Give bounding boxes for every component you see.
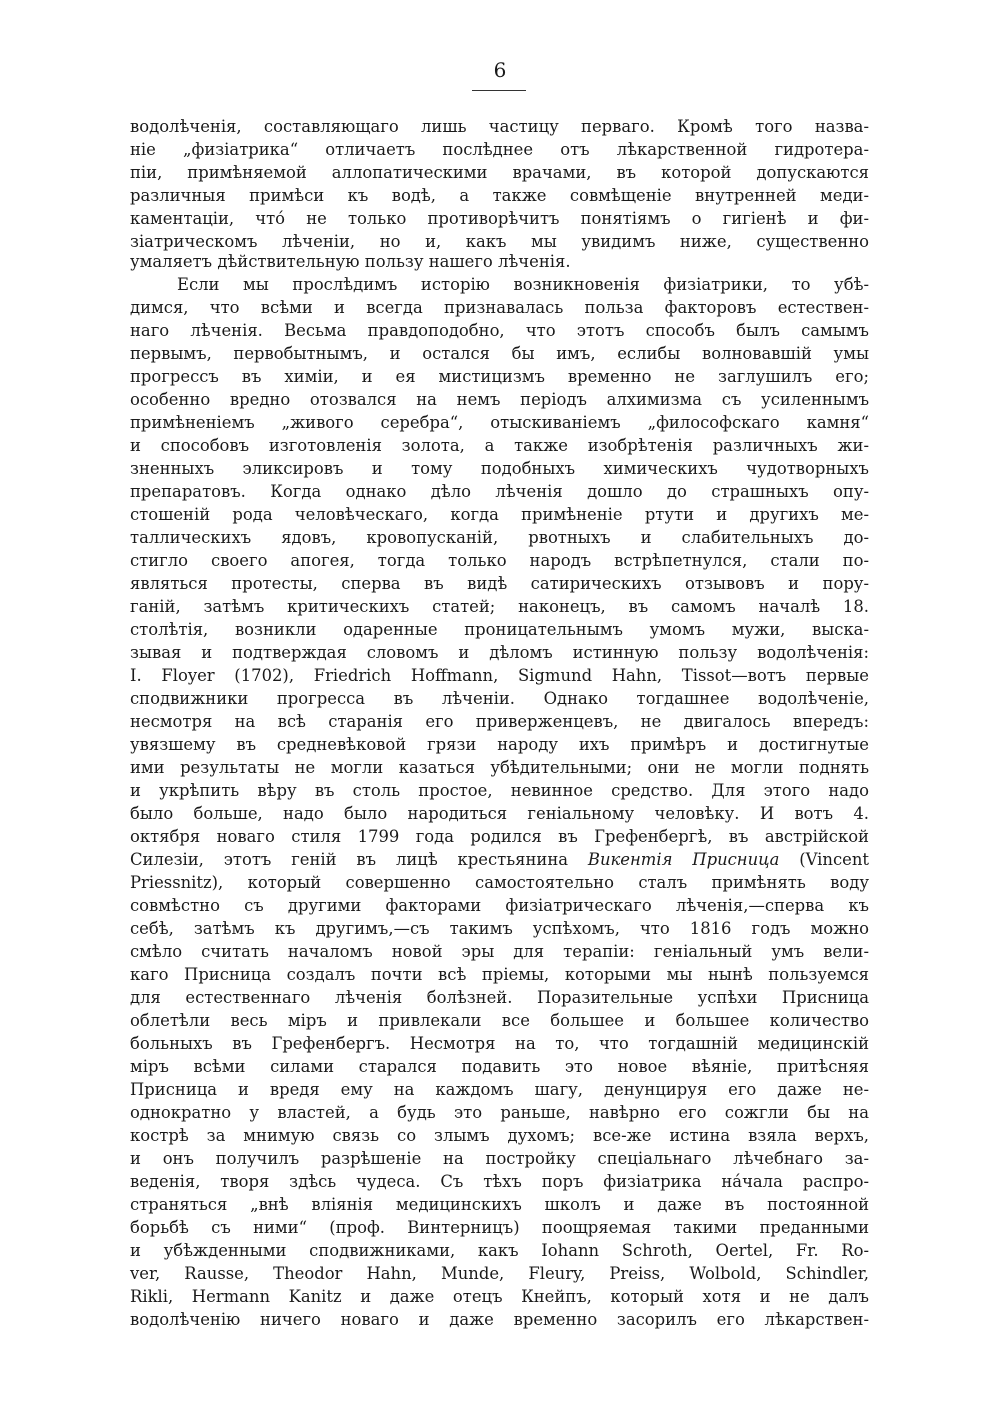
text-line: стигло своего апогея, тогда только народъ встрѣпетнулся, стали по- — [130, 551, 869, 570]
text-line: несмотря на всѣ старанія его приверженцевъ, не двигалось впередъ: — [130, 712, 869, 731]
text-line: таллическихъ ядовъ, кровопусканій, рвотныхъ и слабительныхъ до- — [130, 528, 869, 547]
text-line: стошеній рода человѣческаго, когда примѣненіе ртути и другихъ ме- — [130, 505, 869, 524]
paragraph-start-line: Если мы прослѣдимъ исторію возникновенія физіатрики, то убѣ- — [177, 275, 869, 294]
text-line: умаляетъ дѣйствительную пользу нашего лѣченія. — [130, 252, 571, 271]
text-line-lead: Силезіи, этотъ геній въ лицѣ крестьянина — [130, 850, 588, 869]
text-line: октября новаго стиля 1799 года родился въ Грефенбергѣ, въ австрійской — [130, 827, 869, 846]
text-line: Priessnitz), который совершенно самостоятельно сталъ примѣнять воду — [130, 873, 869, 892]
text-line: смѣло считать началомъ новой эры для терапіи: геніальный умъ вели- — [130, 942, 869, 961]
text-line: являться протесты, сперва въ видѣ сатирическихъ отзывовъ и пору- — [130, 574, 869, 593]
text-line: наго лѣченія. Весьма правдоподобно, что этотъ способъ былъ самымъ — [130, 321, 869, 340]
text-line: водолѣченія, составляющаго лишь частицу перваго. Кромѣ того назва- — [130, 117, 869, 136]
page-number-rule — [472, 90, 526, 91]
text-line: было больше, надо было народиться геніальному человѣку. И вотъ 4. — [130, 804, 869, 823]
text-line: сподвижники прогресса въ лѣченіи. Однако тогдашнее водолѣченіе, — [130, 689, 869, 708]
text-line: каго Присница создалъ почти всѣ пріемы, которыми мы нынѣ пользуемся — [130, 965, 869, 984]
text-line: страняться „внѣ вліянія медицинскихъ школъ и даже въ постоянной — [130, 1195, 869, 1214]
text-line: міръ всѣми силами старался подавить это новое вѣяніе, притѣсняя — [130, 1057, 869, 1076]
text-line: Присница и вредя ему на каждомъ шагу, денунцируя его даже не- — [130, 1080, 869, 1099]
text-line: I. Floyer (1702), Friedrich Hoffmann, Sigmund Hahn, Tissot—вотъ первые — [130, 666, 869, 685]
text-line: водолѣченію ничего новаго и даже временно засорилъ его лѣкарствен- — [130, 1310, 869, 1329]
text-line-tail: (Vincent — [779, 850, 869, 869]
text-line: прогрессъ въ химіи, и ея мистицизмъ временно не заглушилъ его; — [130, 367, 869, 386]
text-line: борьбѣ съ ними“ (проф. Винтерницъ) поощряемая такими преданными — [130, 1218, 869, 1237]
text-line: различныя примѣси къ водѣ, а также совмѣщеніе внутренней меди- — [130, 186, 869, 205]
text-line: однократно у властей, а будь это раньше, навѣрно его сожгли бы на — [130, 1103, 869, 1122]
text-line: препаратовъ. Когда однако дѣло лѣченія дошло до страшныхъ опу- — [130, 482, 869, 501]
text-line: особенно вредно отозвался на немъ періодъ алхимизма съ усиленнымъ — [130, 390, 869, 409]
text-line: зывая и подтверждая словомъ и дѣломъ истинную пользу водолѣченія: — [130, 643, 869, 662]
text-line: ими результаты не могли казаться убѣдительными; они не могли поднять — [130, 758, 869, 777]
text-line: ніе „физіатрика“ отличаетъ послѣднее отъ лѣкарственной гидротера- — [130, 140, 869, 159]
text-line: каментаціи, что́ не только противорѣчитъ понятіямъ о гигіенѣ и фи- — [130, 209, 869, 228]
text-line: піи, примѣняемой аллопатическими врачами, въ которой допускаются — [130, 163, 869, 182]
text-line: совмѣстно съ другими факторами физіатрическаго лѣченія,—сперва къ — [130, 896, 869, 915]
text-line: ver, Rausse, Theodor Hahn, Munde, Fleury, Preiss, Wolbold, Schindler, — [130, 1264, 869, 1283]
text-line: и онъ получилъ разрѣшеніе на постройку спеціальнаго лѣчебнаго за- — [130, 1149, 869, 1168]
text-line: зіатрическомъ лѣченіи, но и, какъ мы увидимъ ниже, существенно — [130, 232, 869, 251]
text-line: Rikli, Hermann Kanitz и даже отецъ Кнейпъ, который хотя и не далъ — [130, 1287, 869, 1306]
page-number: 6 — [493, 58, 507, 82]
text-line — [130, 849, 869, 871]
text-line: и убѣжденными сподвижниками, какъ Iohann Schroth, Oertel, Fr. Ro- — [130, 1241, 869, 1260]
text-line: для естественнаго лѣченія болѣзней. Поразительные успѣхи Присница — [130, 988, 869, 1007]
text-line: веденія, творя здѣсь чудеса. Съ тѣхъ поръ физіатрика на́чала распро- — [130, 1172, 869, 1191]
text-line: увязшему въ средневѣковой грязи народу ихъ примѣръ и достигнутые — [130, 735, 869, 754]
text-line: облетѣли весь міръ и привлекали все большее и большее количество — [130, 1011, 869, 1030]
text-line: зненныхъ эликсировъ и тому подобныхъ химическихъ чудотворныхъ — [130, 459, 869, 478]
text-line: димся, что всѣми и всегда признавалась польза факторовъ естествен- — [130, 298, 869, 317]
text-line: ганій, затѣмъ критическихъ статей; наконецъ, въ самомъ началѣ 18. — [130, 597, 869, 616]
italic-name: Викентія Присница — [587, 850, 780, 869]
text-line: примѣненіемъ „живого серебра“, отыскиваніемъ „философскаго камня“ — [130, 413, 869, 432]
text-line: кострѣ за мнимую связь со злымъ духомъ; все-же истина взяла верхъ, — [130, 1126, 869, 1145]
text-line: первымъ, первобытнымъ, и остался бы имъ, еслибы волновавшій умы — [130, 344, 869, 363]
text-line: и способовъ изготовленія золота, а также изобрѣтенія различныхъ жи- — [130, 436, 869, 455]
text-line: столѣтія, возникли одаренные проницательнымъ умомъ мужи, выска- — [130, 620, 869, 639]
text-line: больныхъ въ Грефенбергъ. Несмотря на то, что тогдашній медицинскій — [130, 1034, 869, 1053]
text-line: и укрѣпить вѣру въ столь простое, невинное средство. Для этого надо — [130, 781, 869, 800]
text-line: себѣ, затѣмъ къ другимъ,—съ такимъ успѣхомъ, что 1816 годъ можно — [130, 919, 869, 938]
